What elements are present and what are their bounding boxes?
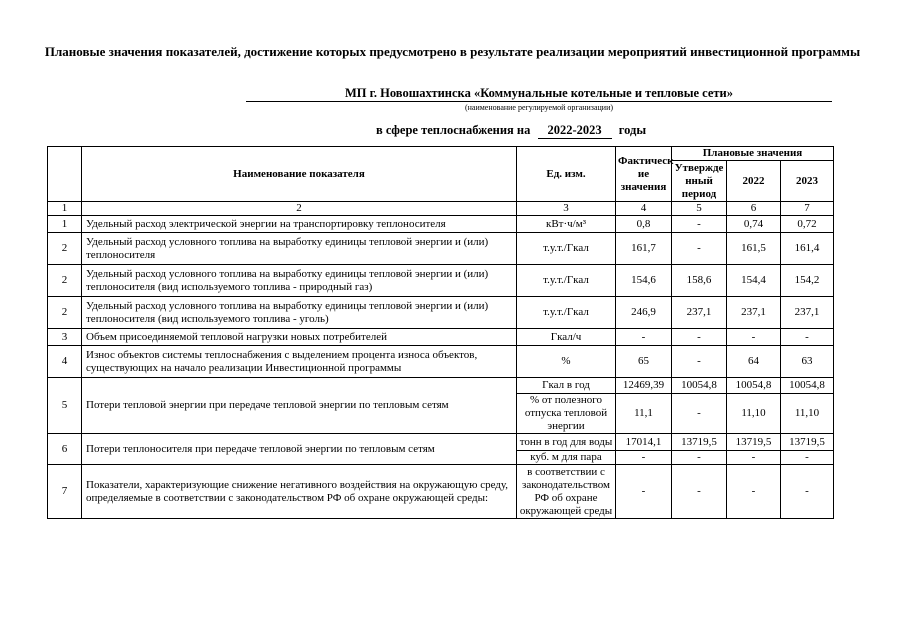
header-2023: 2023 [781,161,834,202]
row-number: 3 [48,329,82,346]
row-number: 1 [48,216,82,233]
row-2023: - [781,329,834,346]
row-unit: % от полезного отпуска тепловой энергии [517,394,616,434]
row-actual: 246,9 [616,297,672,329]
row-approved: 10054,8 [672,378,727,394]
row-2022: 11,10 [727,394,781,434]
row-number: 2 [48,233,82,265]
col-number: 5 [672,202,727,216]
row-approved: - [672,451,727,465]
row-unit: в соответствии с законодательством РФ об охране окружающей среды [517,465,616,519]
row-2022: - [727,451,781,465]
organization-name: МП г. Новошахтинска «Коммунальные котельные и тепловые сети» [246,85,832,102]
row-unit: т.у.т./Гкал [517,265,616,297]
row-number: 4 [48,346,82,378]
row-2023: 237,1 [781,297,834,329]
table-row [48,465,834,519]
row-approved: - [672,233,727,265]
table-row [48,216,834,233]
row-2023: 161,4 [781,233,834,265]
row-2023: 0,72 [781,216,834,233]
row-unit: т.у.т./Гкал [517,297,616,329]
row-number: 5 [48,378,82,434]
table-row [48,233,834,265]
row-number: 2 [48,265,82,297]
row-2023: 11,10 [781,394,834,434]
table-row [48,265,834,297]
row-name: Удельный расход условного топлива на выработку единицы тепловой энергии и (или) теплоносителя (вид используемого топлива - уголь) [82,297,517,329]
row-unit: куб. м для пара [517,451,616,465]
row-name: Удельный расход электрической энергии на транспортировку теплоносителя [82,216,517,233]
row-actual: 17014,1 [616,434,672,451]
row-approved: - [672,465,727,519]
col-number: 6 [727,202,781,216]
row-name: Потери тепловой энергии при передаче тепловой энергии по тепловым сетям [82,378,517,434]
row-approved: 158,6 [672,265,727,297]
row-approved: - [672,216,727,233]
document-title: Плановые значения показателей, достижение которых предусмотрено в результате реализации мероприятий инвестиционной программы [44,44,861,59]
row-2023: 154,2 [781,265,834,297]
row-2022: - [727,465,781,519]
col-number: 4 [616,202,672,216]
sphere-suffix: годы [618,123,647,137]
row-number: 6 [48,434,82,465]
row-number: 2 [48,297,82,329]
row-actual: 161,7 [616,233,672,265]
row-2023: 10054,8 [781,378,834,394]
header-name: Наименование показателя [82,147,517,202]
row-unit: Гкал/ч [517,329,616,346]
row-name: Объем присоединяемой тепловой нагрузки новых потребителей [82,329,517,346]
row-2022: 161,5 [727,233,781,265]
sphere-prefix: в сфере теплоснабжения на [376,123,531,137]
col-number: 3 [517,202,616,216]
row-2023: - [781,451,834,465]
row-name: Удельный расход условного топлива на выработку единицы тепловой энергии и (или) теплоносителя [82,233,517,265]
sphere-line [376,123,646,139]
row-number: 7 [48,465,82,519]
row-2022: 10054,8 [727,378,781,394]
row-2023: - [781,465,834,519]
row-unit: Гкал в год [517,378,616,394]
row-name: Потери теплоносителя при передаче тепловой энергии по тепловым сетям [82,434,517,465]
header-approved: Утвержде нный период [672,161,727,202]
row-actual: - [616,465,672,519]
row-unit: кВт·ч/м³ [517,216,616,233]
header-blank [48,147,82,202]
table-row [48,434,834,451]
row-actual: 0,8 [616,216,672,233]
table-row [48,329,834,346]
col-number: 2 [82,202,517,216]
row-actual: 12469,39 [616,378,672,394]
sphere-years: 2022-2023 [538,123,612,139]
table-row [48,346,834,378]
col-number: 1 [48,202,82,216]
header-unit: Ед. изм. [517,147,616,202]
row-approved: 237,1 [672,297,727,329]
row-actual: 65 [616,346,672,378]
row-unit: тонн в год для воды [517,434,616,451]
row-unit: т.у.т./Гкал [517,233,616,265]
table-row [48,297,834,329]
organization-caption: (наименование регулируемой организации) [464,103,614,112]
row-approved: - [672,346,727,378]
row-approved: 13719,5 [672,434,727,451]
row-2022: - [727,329,781,346]
row-2022: 237,1 [727,297,781,329]
row-name: Удельный расход условного топлива на выработку единицы тепловой энергии и (или) теплоносителя (вид используемого топлива - природный газ) [82,265,517,297]
row-actual: - [616,451,672,465]
row-approved: - [672,394,727,434]
row-actual: 154,6 [616,265,672,297]
indicators-table [47,146,834,519]
header-planned-group: Плановые значения [672,147,834,161]
row-actual: - [616,329,672,346]
row-actual: 11,1 [616,394,672,434]
row-2022: 13719,5 [727,434,781,451]
row-unit: % [517,346,616,378]
row-2023: 13719,5 [781,434,834,451]
row-2022: 154,4 [727,265,781,297]
row-name: Показатели, характеризующие снижение негативного воздействия на окружающую среду, определяемые в соответствии с законодательством РФ об охране окружающей среды: [82,465,517,519]
header-2022: 2022 [727,161,781,202]
row-2022: 64 [727,346,781,378]
col-number: 7 [781,202,834,216]
row-name: Износ объектов системы теплоснабжения с выделением процента износа объектов, существующих на начало реализации Инвестиционной программы [82,346,517,378]
row-2022: 0,74 [727,216,781,233]
header-actual: Фактическ ие значения [616,147,672,202]
table-row [48,378,834,394]
row-2023: 63 [781,346,834,378]
row-approved: - [672,329,727,346]
